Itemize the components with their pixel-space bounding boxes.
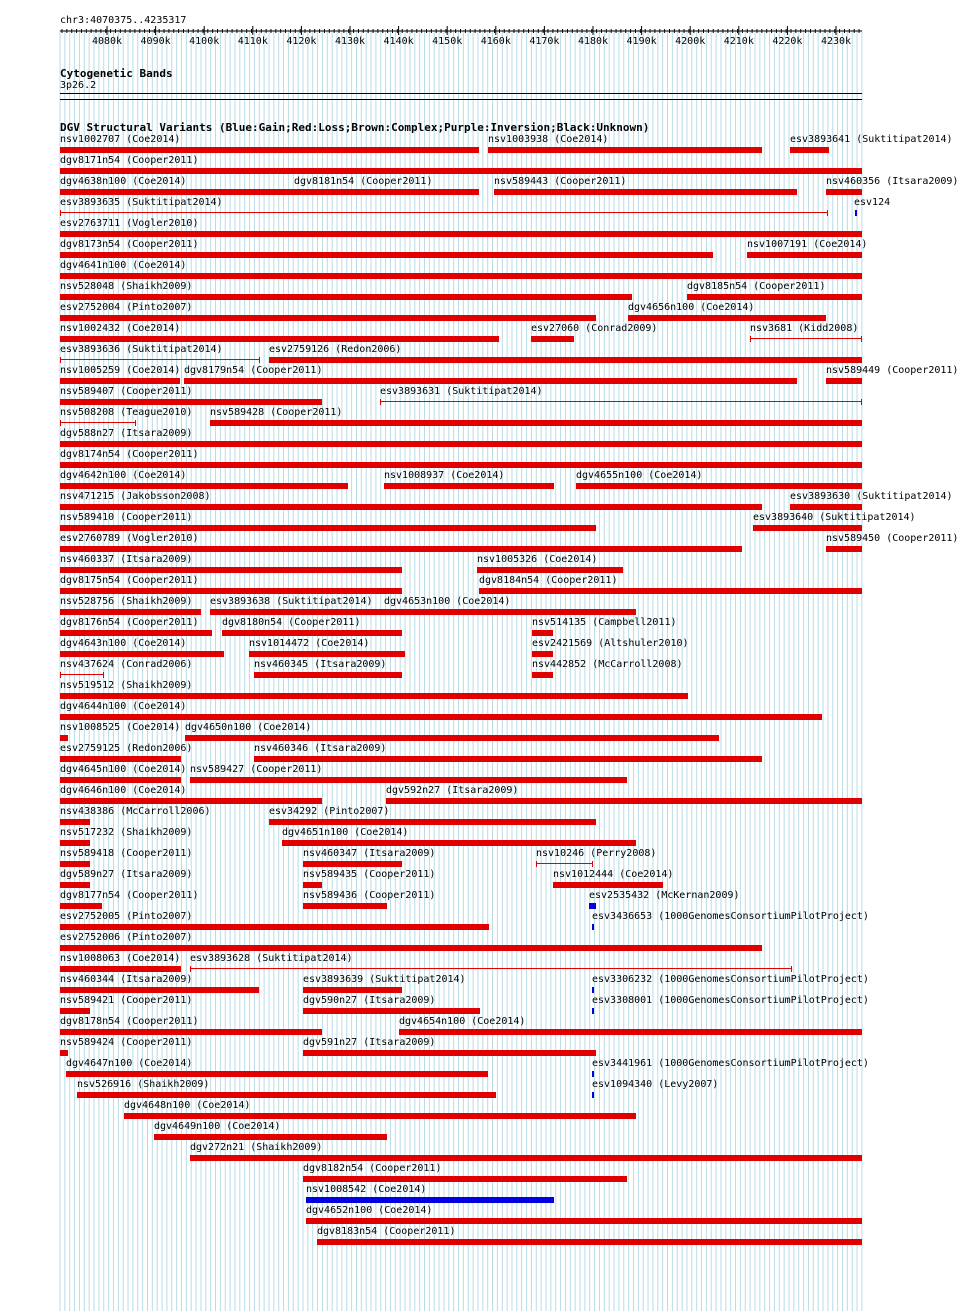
- sv-label[interactable]: esv2752006 (Pinto2007): [60, 932, 193, 943]
- ruler-tick-label: 4160k: [480, 36, 511, 47]
- sv-label[interactable]: dgv4642n100 (Coe2014): [60, 470, 187, 481]
- sv-label[interactable]: nsv1008937 (Coe2014): [384, 470, 505, 481]
- sv-label[interactable]: nsv589449 (Cooper2011): [826, 365, 958, 376]
- sv-label[interactable]: esv2421569 (Altshuler2010): [532, 638, 689, 649]
- sv-label[interactable]: dgv591n27 (Itsara2009): [303, 1037, 436, 1048]
- sv-line-end: [750, 336, 751, 342]
- sv-bar[interactable]: [184, 378, 797, 384]
- sv-line-end: [259, 357, 260, 363]
- sv-bar[interactable]: [303, 882, 322, 888]
- sv-label[interactable]: nsv437624 (Conrad2006): [60, 659, 193, 670]
- sv-bar[interactable]: [488, 147, 762, 153]
- sv-bar[interactable]: [303, 903, 387, 909]
- cyto-line: [60, 99, 862, 100]
- base-ruler: [0, 26, 890, 48]
- sv-label[interactable]: dgv272n21 (Shaikh2009): [190, 1142, 323, 1153]
- sv-bar[interactable]: [60, 1029, 322, 1035]
- sv-label[interactable]: dgv592n27 (Itsara2009): [386, 785, 519, 796]
- sv-line-end: [135, 420, 136, 426]
- sv-label[interactable]: dgv4654n100 (Coe2014): [399, 1016, 526, 1027]
- sv-label[interactable]: esv27060 (Conrad2009): [531, 323, 658, 334]
- sv-label[interactable]: dgv4652n100 (Coe2014): [306, 1205, 433, 1216]
- sv-bar[interactable]: [77, 1092, 496, 1098]
- sv-bar[interactable]: [60, 441, 862, 447]
- sv-label[interactable]: esv3441961 (1000GenomesConsortiumPilotProject): [592, 1058, 869, 1069]
- sv-bar[interactable]: [553, 882, 663, 888]
- sv-label[interactable]: esv124: [854, 197, 891, 208]
- sv-bar[interactable]: [532, 672, 553, 678]
- sv-bar[interactable]: [790, 504, 862, 510]
- sv-bar[interactable]: [60, 462, 862, 468]
- sv-label[interactable]: esv2759125 (Redon2006): [60, 743, 193, 754]
- sv-label[interactable]: esv3893640 (Suktitipat2014): [753, 512, 916, 523]
- sv-bar[interactable]: [826, 378, 862, 384]
- sv-label[interactable]: nsv460347 (Itsara2009): [303, 848, 436, 859]
- sv-bar[interactable]: [479, 588, 862, 594]
- sv-tick[interactable]: [592, 1092, 594, 1098]
- sv-label[interactable]: dgv8173n54 (Cooper2011): [60, 239, 199, 250]
- sv-label[interactable]: nsv438386 (McCarroll2006): [60, 806, 211, 817]
- sv-line[interactable]: [750, 338, 862, 339]
- sv-label[interactable]: nsv10246 (Perry2008): [536, 848, 657, 859]
- sv-label[interactable]: nsv460346 (Itsara2009): [254, 743, 387, 754]
- sv-label[interactable]: esv3893631 (Suktitipat2014): [380, 386, 543, 397]
- sv-bar[interactable]: [269, 819, 596, 825]
- sv-line-end: [861, 399, 862, 405]
- sv-label[interactable]: nsv526916 (Shaikh2009): [77, 1079, 210, 1090]
- sv-label[interactable]: dgv8185n54 (Cooper2011): [687, 281, 826, 292]
- sv-label[interactable]: nsv508208 (Teague2010): [60, 407, 193, 418]
- sv-label[interactable]: nsv1007191 (Coe2014): [747, 239, 868, 250]
- sv-bar[interactable]: [60, 273, 862, 279]
- sv-tick[interactable]: [592, 924, 594, 930]
- sv-label[interactable]: esv2760789 (Vogler2010): [60, 533, 199, 544]
- ruler-tick-label: 4190k: [626, 36, 657, 47]
- sv-label[interactable]: esv2752005 (Pinto2007): [60, 911, 193, 922]
- sv-bar[interactable]: [60, 693, 688, 699]
- sv-label[interactable]: nsv1003938 (Coe2014): [488, 134, 609, 145]
- sv-label[interactable]: dgv8178n54 (Cooper2011): [60, 1016, 199, 1027]
- sv-bar[interactable]: [269, 189, 479, 195]
- sv-label[interactable]: dgv4649n100 (Coe2014): [154, 1121, 281, 1132]
- sv-bar[interactable]: [60, 861, 90, 867]
- sv-line-end: [791, 966, 792, 972]
- sv-label[interactable]: nsv460344 (Itsara2009): [60, 974, 193, 985]
- sv-label[interactable]: nsv589427 (Cooper2011): [190, 764, 323, 775]
- sv-line[interactable]: [60, 674, 104, 675]
- sv-label[interactable]: nsv589410 (Cooper2011): [60, 512, 193, 523]
- sv-line-end: [60, 210, 61, 216]
- sv-bar[interactable]: [185, 735, 719, 741]
- sv-bar[interactable]: [60, 630, 212, 636]
- sv-label[interactable]: nsv589421 (Cooper2011): [60, 995, 193, 1006]
- sv-label[interactable]: esv34292 (Pinto2007): [269, 806, 390, 817]
- sv-label[interactable]: nsv1012444 (Coe2014): [553, 869, 674, 880]
- sv-label[interactable]: dgv8184n54 (Cooper2011): [479, 575, 618, 586]
- sv-bar[interactable]: [60, 567, 402, 573]
- sv-bar[interactable]: [124, 1113, 636, 1119]
- sv-bar[interactable]: [60, 735, 68, 741]
- sv-bar[interactable]: [826, 189, 862, 195]
- sv-bar[interactable]: [60, 147, 479, 153]
- dgv-track-title: DGV Structural Variants (Blue:Gain;Red:Loss;Brown:Complex;Purple:Inversion;Black:Unknown): [60, 121, 650, 134]
- sv-label[interactable]: nsv514135 (Campbell2011): [532, 617, 677, 628]
- sv-bar[interactable]: [384, 609, 636, 615]
- sv-bar[interactable]: [790, 147, 829, 153]
- sv-label[interactable]: dgv8174n54 (Cooper2011): [60, 449, 199, 460]
- sv-bar[interactable]: [249, 651, 405, 657]
- sv-bar[interactable]: [254, 756, 762, 762]
- sv-label[interactable]: esv3306232 (1000GenomesConsortiumPilotProject): [592, 974, 869, 985]
- sv-label[interactable]: nsv528756 (Shaikh2009): [60, 596, 193, 607]
- sv-bar[interactable]: [60, 798, 322, 804]
- sv-label[interactable]: nsv589436 (Cooper2011): [303, 890, 436, 901]
- ruler-tick-label: 4090k: [140, 36, 171, 47]
- sv-bar[interactable]: [60, 252, 713, 258]
- sv-bar[interactable]: [210, 609, 402, 615]
- sv-tick[interactable]: [592, 1071, 594, 1077]
- sv-label[interactable]: dgv4638n100 (Coe2014): [60, 176, 187, 187]
- sv-label[interactable]: esv3308001 (1000GenomesConsortiumPilotProject): [592, 995, 869, 1006]
- sv-label[interactable]: dgv4641n100 (Coe2014): [60, 260, 187, 271]
- sv-label[interactable]: nsv589428 (Cooper2011): [210, 407, 343, 418]
- sv-bar[interactable]: [269, 357, 862, 363]
- sv-bar[interactable]: [747, 252, 862, 258]
- ruler-tick-label: 4210k: [723, 36, 754, 47]
- sv-label[interactable]: dgv4643n100 (Coe2014): [60, 638, 187, 649]
- sv-line[interactable]: [536, 863, 593, 864]
- sv-label[interactable]: dgv8175n54 (Cooper2011): [60, 575, 199, 586]
- sv-bar[interactable]: [60, 378, 180, 384]
- sv-line-end: [60, 420, 61, 426]
- sv-bar[interactable]: [60, 819, 90, 825]
- sv-bar[interactable]: [60, 168, 862, 174]
- sv-bar[interactable]: [628, 315, 826, 321]
- sv-label[interactable]: nsv528048 (Shaikh2009): [60, 281, 193, 292]
- sv-bar[interactable]: [60, 294, 632, 300]
- sv-label[interactable]: nsv589407 (Cooper2011): [60, 386, 193, 397]
- sv-bar[interactable]: [66, 1071, 488, 1077]
- sv-label[interactable]: dgv4648n100 (Coe2014): [124, 1100, 251, 1111]
- sv-bar[interactable]: [60, 924, 489, 930]
- sv-label[interactable]: esv3436653 (1000GenomesConsortiumPilotProject): [592, 911, 869, 922]
- sv-bar[interactable]: [60, 903, 102, 909]
- cyto-title: Cytogenetic Bands: [60, 67, 173, 80]
- sv-bar[interactable]: [60, 840, 90, 846]
- sv-bar[interactable]: [60, 882, 90, 888]
- sv-bar[interactable]: [60, 1008, 90, 1014]
- sv-bar[interactable]: [60, 315, 596, 321]
- sv-bar[interactable]: [303, 1176, 627, 1182]
- sv-line[interactable]: [380, 401, 862, 402]
- sv-tick[interactable]: [589, 903, 596, 909]
- sv-label[interactable]: dgv589n27 (Itsara2009): [60, 869, 193, 880]
- ruler-tick-label: 4120k: [286, 36, 317, 47]
- sv-label[interactable]: esv3893639 (Suktitipat2014): [303, 974, 466, 985]
- ruler-tick-label: 4140k: [383, 36, 414, 47]
- sv-bar[interactable]: [60, 945, 762, 951]
- sv-label[interactable]: dgv588n27 (Itsara2009): [60, 428, 193, 439]
- sv-label[interactable]: nsv589424 (Cooper2011): [60, 1037, 193, 1048]
- sv-bar[interactable]: [576, 483, 862, 489]
- sv-label[interactable]: nsv1014472 (Coe2014): [249, 638, 370, 649]
- sv-bar[interactable]: [60, 714, 822, 720]
- sv-bar[interactable]: [60, 756, 181, 762]
- sv-label[interactable]: nsv1002432 (Coe2014): [60, 323, 181, 334]
- sv-line[interactable]: [60, 359, 260, 360]
- sv-bar[interactable]: [753, 525, 862, 531]
- sv-bar[interactable]: [60, 525, 596, 531]
- ruler-tick-label: 4130k: [334, 36, 366, 47]
- sv-label[interactable]: dgv8183n54 (Cooper2011): [317, 1226, 456, 1237]
- sv-line[interactable]: [60, 422, 136, 423]
- sv-label[interactable]: nsv1008525 (Coe2014): [60, 722, 181, 733]
- sv-bar[interactable]: [60, 1050, 68, 1056]
- sv-label[interactable]: dgv4644n100 (Coe2014): [60, 701, 187, 712]
- sv-label[interactable]: esv2752004 (Pinto2007): [60, 302, 193, 313]
- sv-label[interactable]: esv3893628 (Suktitipat2014): [190, 953, 353, 964]
- sv-bar[interactable]: [303, 861, 402, 867]
- sv-bar[interactable]: [254, 672, 402, 678]
- sv-bar[interactable]: [399, 1029, 862, 1035]
- sv-bar[interactable]: [190, 777, 627, 783]
- sv-label[interactable]: nsv1002707 (Coe2014): [60, 134, 181, 145]
- sv-bar[interactable]: [60, 546, 742, 552]
- sv-label[interactable]: nsv519512 (Shaikh2009): [60, 680, 193, 691]
- sv-bar[interactable]: [60, 588, 402, 594]
- cyto-band: 3p26.2: [60, 80, 97, 91]
- sv-bar[interactable]: [826, 546, 862, 552]
- sv-bar[interactable]: [306, 1197, 554, 1203]
- sv-bar[interactable]: [384, 483, 554, 489]
- sv-label[interactable]: nsv1008063 (Coe2014): [60, 953, 181, 964]
- sv-label[interactable]: dgv8171n54 (Cooper2011): [60, 155, 199, 166]
- sv-line[interactable]: [190, 968, 792, 969]
- sv-bar[interactable]: [60, 483, 348, 489]
- sv-line-end: [536, 861, 537, 867]
- ruler-tick-label: 4200k: [675, 36, 706, 47]
- position-label: chr3:4070375..4235317: [60, 15, 187, 26]
- sv-bar[interactable]: [154, 1134, 387, 1140]
- sv-bar[interactable]: [60, 777, 181, 783]
- sv-label[interactable]: nsv517232 (Shaikh2009): [60, 827, 193, 838]
- sv-label[interactable]: esv1094340 (Levy2007): [592, 1079, 719, 1090]
- sv-line-end: [592, 861, 593, 867]
- sv-bar[interactable]: [303, 987, 402, 993]
- sv-line-end: [60, 357, 61, 363]
- sv-line-end: [103, 672, 104, 678]
- sv-label[interactable]: nsv1005326 (Coe2014): [477, 554, 598, 565]
- ruler-tick-label: 4170k: [529, 36, 560, 47]
- sv-bar[interactable]: [687, 294, 862, 300]
- sv-tick[interactable]: [592, 987, 594, 993]
- sv-bar[interactable]: [317, 1239, 862, 1245]
- sv-label[interactable]: esv3893638 (Suktitipat2014): [210, 596, 373, 607]
- sv-bar[interactable]: [60, 651, 224, 657]
- sv-label[interactable]: dgv4646n100 (Coe2014): [60, 785, 187, 796]
- sv-bar[interactable]: [303, 1008, 480, 1014]
- sv-bar[interactable]: [477, 567, 623, 573]
- sv-bar[interactable]: [60, 966, 181, 972]
- sv-label[interactable]: nsv442852 (McCarroll2008): [532, 659, 683, 670]
- sv-label[interactable]: dgv4656n100 (Coe2014): [628, 302, 755, 313]
- sv-label[interactable]: nsv3681 (Kidd2008): [750, 323, 859, 334]
- ruler-tick-label: 4080k: [91, 36, 123, 47]
- sv-label[interactable]: esv3893636 (Suktitipat2014): [60, 344, 223, 355]
- ruler-tick-label: 4180k: [577, 36, 609, 47]
- sv-label[interactable]: nsv460345 (Itsara2009): [254, 659, 387, 670]
- sv-line-end: [190, 966, 191, 972]
- sv-bar[interactable]: [531, 336, 574, 342]
- sv-bar[interactable]: [210, 420, 862, 426]
- sv-label[interactable]: nsv589418 (Cooper2011): [60, 848, 193, 859]
- sv-label[interactable]: esv2763711 (Vogler2010): [60, 218, 199, 229]
- sv-label[interactable]: nsv471215 (Jakobsson2008): [60, 491, 211, 502]
- sv-bar[interactable]: [60, 399, 322, 405]
- sv-bar[interactable]: [386, 798, 862, 804]
- sv-label[interactable]: esv3893641 (Suktitipat2014): [790, 134, 953, 145]
- sv-bar[interactable]: [282, 840, 636, 846]
- sv-tick[interactable]: [855, 210, 857, 216]
- ruler-tick-label: 4150k: [432, 36, 463, 47]
- sv-bar[interactable]: [60, 609, 201, 615]
- sv-bar[interactable]: [60, 987, 259, 993]
- sv-label[interactable]: dgv8182n54 (Cooper2011): [303, 1163, 442, 1174]
- sv-bar[interactable]: [306, 1218, 862, 1224]
- sv-bar[interactable]: [60, 504, 762, 510]
- sv-label[interactable]: esv3893630 (Suktitipat2014): [790, 491, 953, 502]
- sv-line-end: [827, 210, 828, 216]
- sv-label[interactable]: nsv1005259 (Coe2014): [60, 365, 181, 376]
- sv-label[interactable]: esv2535432 (McKernan2009): [589, 890, 740, 901]
- sv-bar[interactable]: [303, 1050, 596, 1056]
- sv-tick[interactable]: [592, 1008, 594, 1014]
- sv-label[interactable]: nsv589443 (Cooper2011): [494, 176, 627, 187]
- cyto-line: [60, 93, 862, 94]
- sv-label[interactable]: dgv8176n54 (Cooper2011): [60, 617, 199, 628]
- sv-label[interactable]: nsv460337 (Itsara2009): [60, 554, 193, 565]
- sv-label[interactable]: dgv590n27 (Itsara2009): [303, 995, 436, 1006]
- sv-label[interactable]: dgv4650n100 (Coe2014): [185, 722, 312, 733]
- sv-line-end: [861, 336, 862, 342]
- sv-label[interactable]: dgv8177n54 (Cooper2011): [60, 890, 199, 901]
- sv-label[interactable]: esv3893635 (Suktitipat2014): [60, 197, 223, 208]
- sv-label[interactable]: nsv1008542 (Coe2014): [306, 1184, 427, 1195]
- sv-bar[interactable]: [60, 189, 283, 195]
- sv-label[interactable]: dgv4647n100 (Coe2014): [66, 1058, 193, 1069]
- sv-bar[interactable]: [190, 1155, 862, 1161]
- sv-label[interactable]: esv2759126 (Redon2006): [269, 344, 402, 355]
- sv-bar[interactable]: [494, 189, 797, 195]
- sv-label[interactable]: dgv8181n54 (Cooper2011): [294, 176, 433, 187]
- sv-bar[interactable]: [532, 630, 553, 636]
- sv-label[interactable]: nsv589435 (Cooper2011): [303, 869, 436, 880]
- sv-line-end: [380, 399, 381, 405]
- sv-label[interactable]: nsv460356 (Itsara2009): [826, 176, 958, 187]
- sv-bar[interactable]: [60, 231, 862, 237]
- ruler-tick-label: 4230k: [820, 36, 852, 47]
- sv-label[interactable]: dgv4651n100 (Coe2014): [282, 827, 409, 838]
- sv-label[interactable]: dgv8180n54 (Cooper2011): [222, 617, 361, 628]
- ruler-tick-label: 4110k: [237, 36, 268, 47]
- sv-label[interactable]: dgv8179n54 (Cooper2011): [184, 365, 323, 376]
- sv-bar[interactable]: [60, 336, 499, 342]
- sv-label[interactable]: dgv4653n100 (Coe2014): [384, 596, 511, 607]
- sv-bar[interactable]: [222, 630, 402, 636]
- sv-label[interactable]: nsv589450 (Cooper2011): [826, 533, 958, 544]
- sv-line-end: [60, 672, 61, 678]
- ruler-tick-label: 4100k: [189, 36, 220, 47]
- sv-line[interactable]: [60, 212, 828, 213]
- sv-label[interactable]: dgv4645n100 (Coe2014): [60, 764, 187, 775]
- sv-label[interactable]: dgv4655n100 (Coe2014): [576, 470, 703, 481]
- ruler-tick-label: 4220k: [772, 36, 803, 47]
- sv-bar[interactable]: [532, 651, 553, 657]
